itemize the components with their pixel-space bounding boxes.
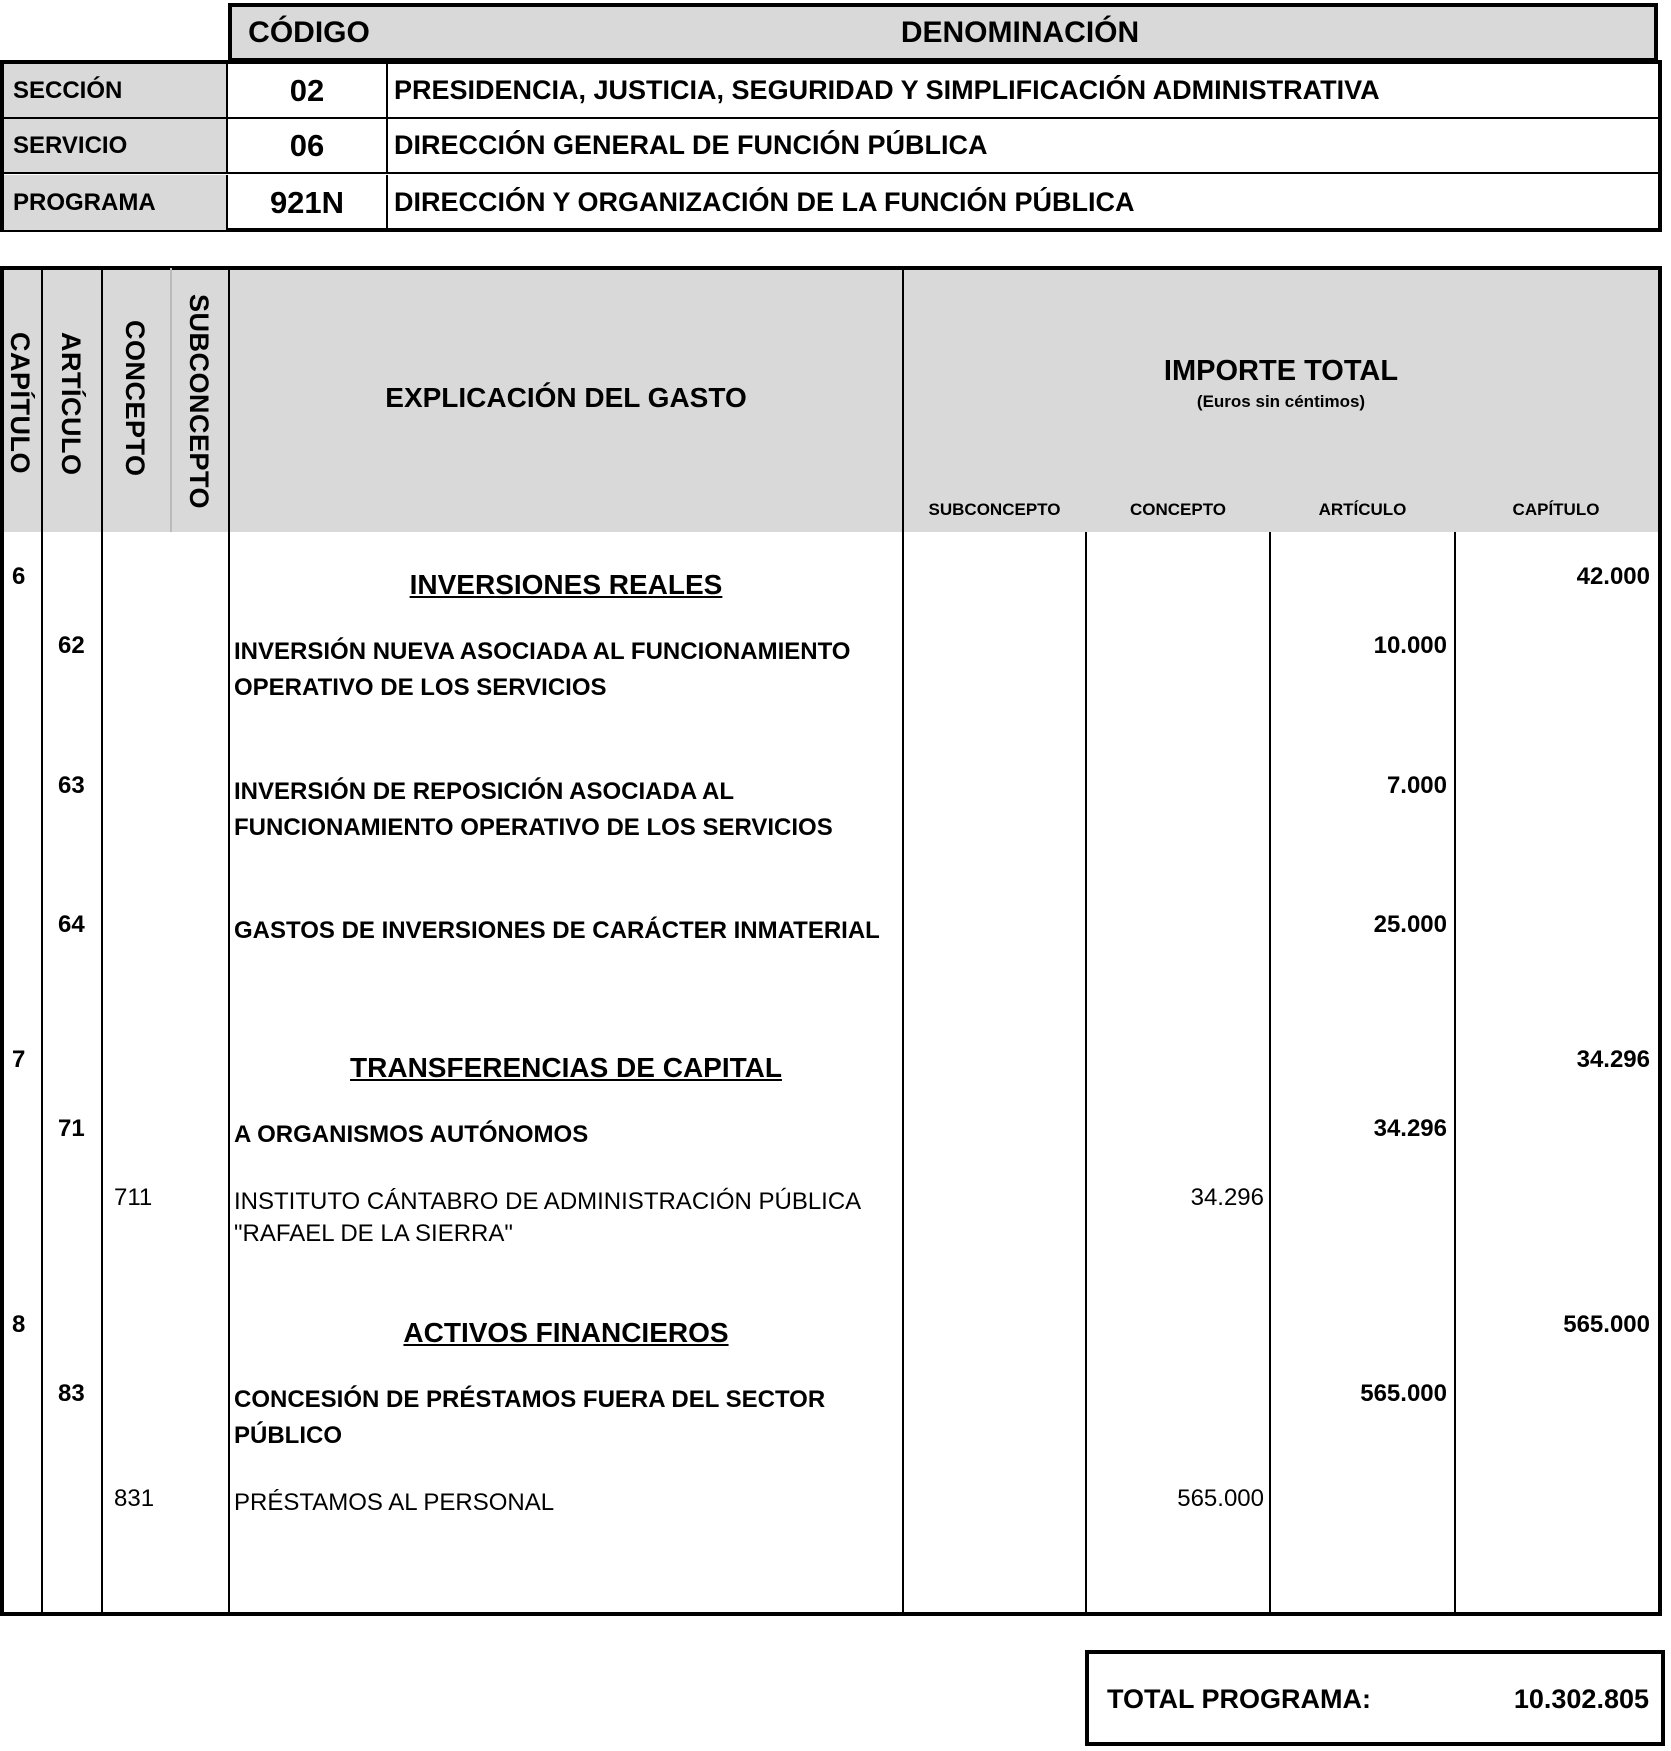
amount-col-concepto: CONCEPTO (1129, 500, 1227, 519)
table-row-code-articulo: 71 (58, 1115, 85, 1142)
table-row-description: INVERSIÓN NUEVA ASOCIADA AL FUNCIONAMIENTO OPERATIVO DE LOS SERVICIOS (234, 638, 851, 701)
importe-title: IMPORTE TOTAL (1163, 355, 1399, 387)
table-row-code-capitulo: 6 (12, 563, 26, 590)
id-row-code: 02 (228, 64, 388, 119)
table-row-amount-capitulo: 565.000 (1563, 1311, 1650, 1338)
id-row-label: PROGRAMA (4, 175, 228, 230)
table-row-code-articulo: 64 (58, 911, 85, 938)
col-articulo-header: ARTÍCULO (56, 332, 86, 476)
divider (1085, 532, 1087, 1614)
divider (41, 268, 43, 1614)
id-row-name: PRESIDENCIA, JUSTICIA, SEGURIDAD Y SIMPLIFICACIÓN ADMINISTRATIVA (388, 64, 1658, 119)
divider (170, 268, 172, 532)
id-row-label: SERVICIO (4, 119, 228, 174)
table-row-amount-articulo: 565.000 (1360, 1380, 1447, 1407)
table-row-description: CONCESIÓN DE PRÉSTAMOS FUERA DEL SECTOR PÚBLICO (234, 1386, 826, 1449)
table-row-description: INSTITUTO CÁNTABRO DE ADMINISTRACIÓN PÚBLICA "RAFAEL DE LA SIERRA" (234, 1188, 860, 1247)
divider (101, 268, 103, 1614)
col-explicacion-header: EXPLICACIÓN DEL GASTO (385, 382, 747, 413)
total-box (1085, 1650, 1665, 1746)
table-row-description: INVERSIÓN DE REPOSICIÓN ASOCIADA AL FUNCIONAMIENTO OPERATIVO DE LOS SERVICIOS (234, 778, 833, 841)
id-row-label: SECCIÓN (4, 64, 228, 119)
table-row-code-articulo: 63 (58, 772, 85, 799)
table-row-description: TRANSFERENCIAS DE CAPITAL (350, 1052, 782, 1083)
table-row-amount-articulo: 34.296 (1373, 1115, 1447, 1142)
table-row-code-concepto: 831 (114, 1485, 155, 1512)
table-row-code-articulo: 83 (58, 1380, 85, 1407)
id-row-code: 921N (228, 175, 388, 230)
divider (1269, 532, 1271, 1614)
id-row-code: 06 (228, 119, 388, 174)
importe-subtitle: (Euros sin céntimos) (1196, 392, 1366, 411)
table-row-amount-articulo: 25.000 (1373, 911, 1447, 938)
amount-col-subconcepto: SUBCONCEPTO (928, 500, 1061, 519)
table-row-description: ACTIVOS FINANCIEROS (403, 1317, 729, 1348)
col-subconcepto-header: SUBCONCEPTO (184, 294, 214, 510)
table-row-amount-concepto: 34.296 (1190, 1184, 1264, 1211)
table-row-amount-capitulo: 34.296 (1576, 1046, 1650, 1073)
codigo-header: CÓDIGO (228, 3, 388, 60)
table-row-code-capitulo: 7 (12, 1046, 26, 1073)
table-row-code-concepto: 711 (114, 1184, 153, 1211)
divider (902, 268, 904, 1614)
divider (228, 268, 230, 1614)
id-row-name: DIRECCIÓN Y ORGANIZACIÓN DE LA FUNCIÓN PÚBLICA (394, 187, 1135, 217)
table-row-amount-articulo: 10.000 (1373, 632, 1447, 659)
col-concepto-header: CONCEPTO (120, 320, 150, 477)
table-row-amount-articulo: 7.000 (1386, 772, 1447, 799)
divider (1454, 532, 1456, 1614)
id-row-name: DIRECCIÓN GENERAL DE FUNCIÓN PÚBLICA (388, 119, 1658, 174)
table-row-description: GASTOS DE INVERSIONES DE CARÁCTER INMATERIAL (234, 917, 880, 944)
total-label: TOTAL PROGRAMA: (1107, 1684, 1371, 1714)
col-capitulo-header: CAPÍTULO (5, 332, 35, 474)
table-row-amount-capitulo: 42.000 (1576, 563, 1650, 590)
table-row-code-articulo: 62 (58, 632, 85, 659)
table-row-amount-concepto: 565.000 (1177, 1485, 1264, 1512)
denominacion-header: DENOMINACIÓN (386, 3, 1658, 60)
table-row-description: INVERSIONES REALES (409, 569, 723, 600)
total-value: 10.302.805 (1513, 1684, 1649, 1714)
table-row-description: A ORGANISMOS AUTÓNOMOS (234, 1121, 589, 1148)
amount-col-capitulo: CAPÍTULO (1512, 500, 1600, 519)
table-row-description: PRÉSTAMOS AL PERSONAL (234, 1489, 555, 1516)
amount-col-articulo: ARTÍCULO (1318, 500, 1407, 519)
table-row-code-capitulo: 8 (12, 1311, 26, 1338)
